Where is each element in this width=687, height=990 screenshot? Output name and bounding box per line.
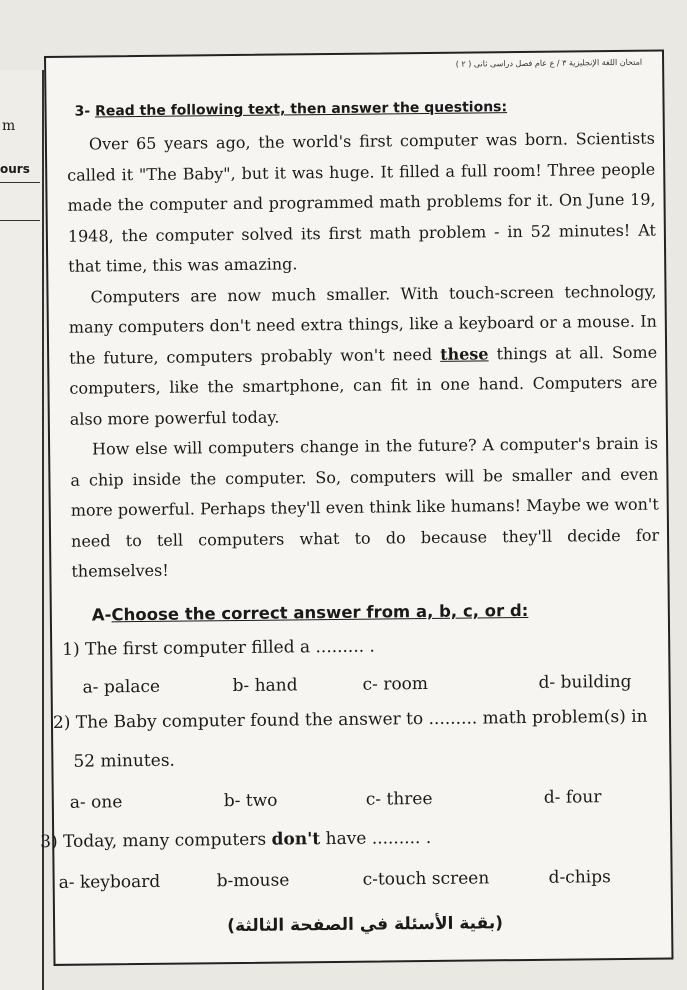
question-number: 3- xyxy=(74,103,96,120)
option-a[interactable]: a- one xyxy=(69,792,123,813)
option-a[interactable]: a- keyboard xyxy=(58,871,161,893)
emphasized-word: these xyxy=(440,343,489,364)
passage-paragraph-1: Over 65 years ago, the world's first computer was born. Scientists called it "The Baby", but it was huge. It filled a full room! Three people made the computer and programmed math problems for it. On June 19, 1948, the computer solved its first math problem - in 52 minutes! At that time, this was amazing. xyxy=(67,128,656,276)
question-3: 3) Today, many computers don't have ......... . xyxy=(40,827,432,853)
passage-paragraph-3: How else will computers change in the future? A computer's brain is a chip inside the computer. So, computers will be smaller and even more powerful. Perhaps they'll even think like humans! Maybe we won't need to tell computers what to do because they'll decide for themselves! xyxy=(70,433,660,581)
option-b[interactable]: b- hand xyxy=(232,675,298,697)
reading-passage xyxy=(67,124,660,588)
exam-header xyxy=(346,58,642,70)
question-title xyxy=(75,99,508,120)
margin-fragment: ours xyxy=(0,162,30,176)
option-b[interactable]: b- two xyxy=(223,790,278,812)
question-2: 2) The Baby computer found the answer to ......... math problem(s) in xyxy=(52,706,648,733)
option-c[interactable]: c- three xyxy=(365,788,433,810)
exam-sheet xyxy=(40,50,673,966)
option-c[interactable]: c- room xyxy=(362,674,429,695)
question-3-options xyxy=(55,867,655,897)
question-instruction: Read the following text, then answer the questions: xyxy=(94,99,508,120)
option-b[interactable]: b-mouse xyxy=(216,870,290,892)
continue-note: (بقية الأسئلة في الصفحة الثالثة) xyxy=(227,913,504,937)
divider xyxy=(0,182,40,183)
margin-fragment: m xyxy=(2,118,16,134)
option-d[interactable]: d- building xyxy=(538,671,632,693)
passage-paragraph-2: Computers are now much smaller. With touch-screen technology, many computers don't need extra things, like a keyboard or a mouse. In the future, computers probably won't need these things at all. Some computers, like the smartphone, can fit in one hand. Computers are also more powerful today. xyxy=(68,281,658,429)
question-2-continued: 52 minutes. xyxy=(73,750,176,772)
exam-header-text: امتحان اللغة الإنجليزية ٣ / ع عام فصل دراسى ثانى ( ٢ ) xyxy=(455,57,643,69)
option-d[interactable]: d- four xyxy=(543,787,602,808)
divider xyxy=(0,220,40,221)
section-a-title: A-Choose the correct answer from a, b, c, or d: xyxy=(91,600,529,625)
option-d[interactable]: d-chips xyxy=(548,867,611,888)
previous-page-edge xyxy=(0,70,44,990)
question-1-options xyxy=(53,672,653,702)
question-2-options xyxy=(54,787,654,817)
option-c[interactable]: c-touch screen xyxy=(362,868,490,890)
emphasized-word: don't xyxy=(271,829,321,850)
option-a[interactable]: a- palace xyxy=(82,676,161,698)
question-1: 1) The first computer filled a ......... . xyxy=(62,636,376,660)
